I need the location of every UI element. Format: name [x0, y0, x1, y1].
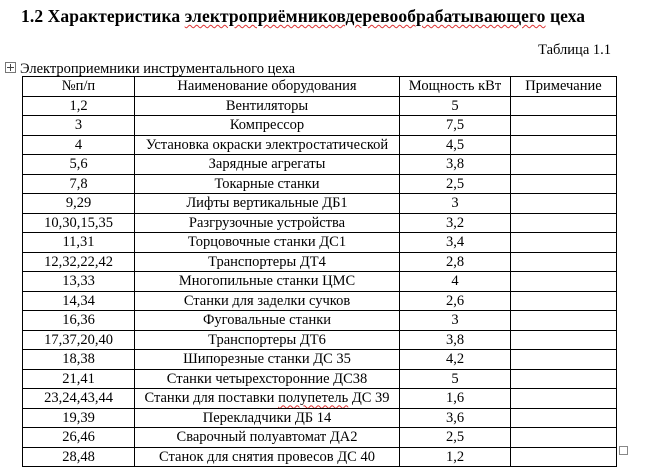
cell-number[interactable]: 16,36 [23, 311, 135, 331]
table-caption: Электроприемники инструментального цеха [20, 61, 296, 77]
cell-equipment-name[interactable]: Фуговальные станки [135, 311, 400, 331]
cell-note[interactable] [511, 233, 617, 253]
cell-power[interactable]: 3,4 [400, 233, 511, 253]
cell-note[interactable] [511, 408, 617, 428]
cell-equipment-name[interactable]: Транспортеры ДТ6 [135, 330, 400, 350]
cell-note[interactable] [511, 311, 617, 331]
cell-number[interactable]: 10,30,15,35 [23, 213, 135, 233]
cell-note[interactable] [511, 96, 617, 116]
header-number[interactable]: №п/п [23, 77, 135, 97]
cell-number[interactable]: 14,34 [23, 291, 135, 311]
cell-note[interactable] [511, 272, 617, 292]
cell-equipment-name[interactable]: Вентиляторы [135, 96, 400, 116]
cell-note[interactable] [511, 428, 617, 448]
section-number: 1.2 [21, 6, 44, 26]
cell-number[interactable]: 1,2 [23, 96, 135, 116]
table-row [23, 350, 617, 370]
cell-power[interactable]: 2,5 [400, 174, 511, 194]
cell-equipment-name[interactable]: Транспортеры ДТ4 [135, 252, 400, 272]
cell-note[interactable] [511, 252, 617, 272]
table-row [23, 96, 617, 116]
cell-power[interactable]: 4,2 [400, 350, 511, 370]
cell-power[interactable]: 3 [400, 311, 511, 331]
section-title-start: Характеристика [47, 6, 185, 26]
cell-power[interactable]: 1,6 [400, 389, 511, 409]
cell-equipment-name[interactable]: Зарядные агрегаты [135, 155, 400, 175]
cell-number[interactable]: 11,31 [23, 233, 135, 253]
cell-number[interactable]: 9,29 [23, 194, 135, 214]
equipment-table [22, 76, 617, 467]
cell-number[interactable]: 12,32,22,42 [23, 252, 135, 272]
cell-note[interactable] [511, 174, 617, 194]
cell-number[interactable]: 26,46 [23, 428, 135, 448]
cell-equipment-name[interactable]: Станок для снятия провесов ДС 40 [135, 447, 400, 467]
cell-equipment-name[interactable]: Шипорезные станки ДС 35 [135, 350, 400, 370]
table-row [23, 272, 617, 292]
cell-power[interactable]: 3,8 [400, 330, 511, 350]
cell-equipment-name[interactable]: Разгрузочные устройства [135, 213, 400, 233]
cell-note[interactable] [511, 155, 617, 175]
cell-number[interactable]: 7,8 [23, 174, 135, 194]
table-row [23, 291, 617, 311]
table-row [23, 213, 617, 233]
cell-number[interactable]: 23,24,43,44 [23, 389, 135, 409]
table-body [23, 96, 617, 467]
cell-power[interactable]: 5 [400, 96, 511, 116]
table-row [23, 174, 617, 194]
table-row [23, 155, 617, 175]
cell-number[interactable]: 4 [23, 135, 135, 155]
cell-power[interactable]: 2,8 [400, 252, 511, 272]
table-resize-handle-icon[interactable] [619, 446, 628, 455]
table-row [23, 408, 617, 428]
table-row [23, 428, 617, 448]
cell-note[interactable] [511, 369, 617, 389]
misspelled-word[interactable]: полупетель [278, 390, 349, 407]
cell-equipment-name[interactable]: Многопильные станки ЦМС [135, 272, 400, 292]
section-title-misspelled-word[interactable]: электроприёмниковдеревообрабатывающего [184, 6, 546, 26]
cell-note[interactable] [511, 291, 617, 311]
header-note[interactable]: Примечание [511, 77, 617, 97]
cell-power[interactable]: 3,2 [400, 213, 511, 233]
cell-note[interactable] [511, 330, 617, 350]
cell-equipment-name[interactable]: Перекладчики ДБ 14 [135, 408, 400, 428]
section-title-end: цеха [545, 6, 586, 26]
table-move-handle-icon[interactable] [5, 62, 16, 73]
table-row [23, 194, 617, 214]
cell-equipment-name[interactable]: Токарные станки [135, 174, 400, 194]
cell-equipment-name[interactable]: Торцовочные станки ДС1 [135, 233, 400, 253]
table-row [23, 330, 617, 350]
cell-number[interactable]: 18,38 [23, 350, 135, 370]
section-heading [21, 6, 585, 27]
table-row [23, 447, 617, 467]
cell-note[interactable] [511, 350, 617, 370]
table-number-label: Таблица 1.1 [538, 42, 611, 58]
cell-note[interactable] [511, 135, 617, 155]
cell-note[interactable] [511, 213, 617, 233]
table-row [23, 311, 617, 331]
cell-power[interactable]: 3 [400, 194, 511, 214]
cell-note[interactable] [511, 116, 617, 136]
cell-power[interactable]: 3,8 [400, 155, 511, 175]
cell-equipment-name[interactable]: Станки для заделки сучков [135, 291, 400, 311]
cell-number[interactable]: 28,48 [23, 447, 135, 467]
table-row [23, 135, 617, 155]
cell-power[interactable]: 7,5 [400, 116, 511, 136]
cell-note[interactable] [511, 447, 617, 467]
table-row [23, 252, 617, 272]
table-row [23, 369, 617, 389]
header-power[interactable]: Мощность кВт [400, 77, 511, 97]
cell-power[interactable]: 1,2 [400, 447, 511, 467]
table-header-row [23, 77, 617, 97]
cell-power[interactable]: 5 [400, 369, 511, 389]
cell-number[interactable]: 5,6 [23, 155, 135, 175]
cell-equipment-name[interactable]: Установка окраски электростатической [135, 135, 400, 155]
cell-power[interactable]: 3,6 [400, 408, 511, 428]
cell-number[interactable]: 13,33 [23, 272, 135, 292]
table-row [23, 116, 617, 136]
table-row [23, 389, 617, 409]
cell-note[interactable] [511, 389, 617, 409]
cell-equipment-name[interactable]: Станки для поставки полупетель ДС 39 [135, 389, 400, 409]
cell-power[interactable]: 4 [400, 272, 511, 292]
cell-number[interactable]: 19,39 [23, 408, 135, 428]
cell-equipment-name[interactable]: Станки четырехсторонние ДС38 [135, 369, 400, 389]
cell-number[interactable]: 21,41 [23, 369, 135, 389]
cell-note[interactable] [511, 194, 617, 214]
cell-power[interactable]: 2,5 [400, 428, 511, 448]
cell-equipment-name[interactable]: Лифты вертикальные ДБ1 [135, 194, 400, 214]
table-row [23, 233, 617, 253]
cell-equipment-name[interactable]: Компрессор [135, 116, 400, 136]
cell-number[interactable]: 3 [23, 116, 135, 136]
header-equipment-name[interactable]: Наименование оборудования [135, 77, 400, 97]
cell-power[interactable]: 2,6 [400, 291, 511, 311]
cell-equipment-name[interactable]: Сварочный полуавтомат ДА2 [135, 428, 400, 448]
cell-power[interactable]: 4,5 [400, 135, 511, 155]
cell-number[interactable]: 17,37,20,40 [23, 330, 135, 350]
